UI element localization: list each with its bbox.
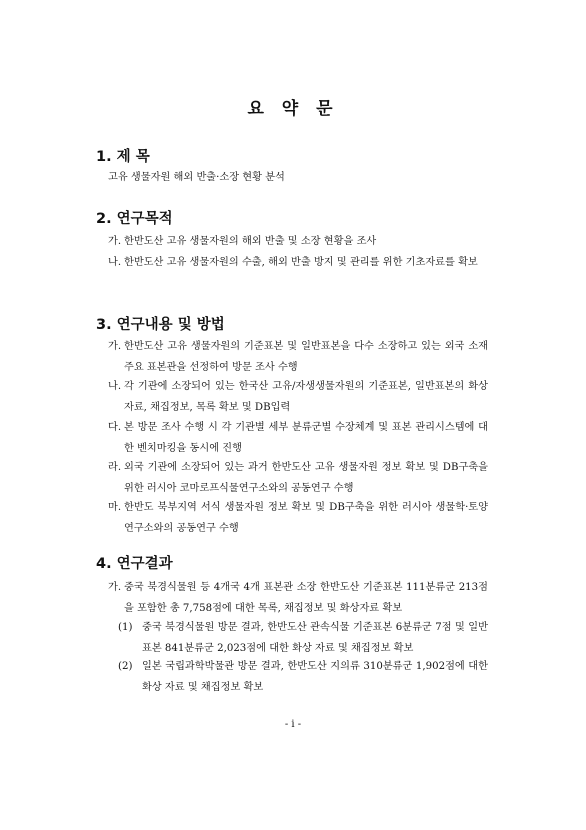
page-number: - i - xyxy=(284,719,302,730)
list-item-text: 한반도산 고유 생물자원의 해외 반출 및 소장 현황을 조사 xyxy=(124,236,377,247)
list-item-label: 나. xyxy=(108,381,122,392)
list-item-label: 마. xyxy=(108,502,122,513)
sub-list-item-label: (2) xyxy=(118,661,133,672)
list-item-text: 중국 북경식물원 등 4개국 4개 표본관 소장 한반도산 기준표본 111분류군 213점을 포함한 총 7,758점에 대한 목록, 채집정보 및 화상자료 확보 xyxy=(124,582,488,614)
list-item xyxy=(108,577,488,619)
list-item xyxy=(108,497,488,539)
list-item xyxy=(108,336,488,378)
sub-list-item-text: 일본 국립과학박물관 방문 결과, 한반도산 지의류 310분류군 1,902점에 대한 화상 자료 및 채집정보 확보 xyxy=(142,661,488,693)
list-item-label: 가. xyxy=(108,341,122,352)
section-heading-title: 1. 제 목 xyxy=(96,149,150,165)
list-item xyxy=(108,376,488,418)
list-item xyxy=(108,231,488,252)
list-item-text: 한반도 북부지역 서식 생물자원 정보 확보 및 DB구축을 위한 러시아 생물학·토양연구소와의 공동연구 수행 xyxy=(124,502,488,534)
sub-list-item xyxy=(118,617,488,659)
list-item-text: 한반도산 고유 생물자원의 기준표본 및 일반표본을 다수 소장하고 있는 외국 소재 주요 표본관을 선정하여 방문 조사 수행 xyxy=(124,341,488,373)
list-item-label: 나. xyxy=(108,257,122,268)
section-heading-methods: 3. 연구내용 및 방법 xyxy=(96,317,225,333)
list-item-label: 라. xyxy=(108,462,122,473)
list-item-label: 가. xyxy=(108,236,122,247)
list-item xyxy=(108,417,488,459)
list-item-text: 각 기관에 소장되어 있는 한국산 고유/자생생물자원의 기준표본, 일반표본의 화상자료, 채집정보, 목록 확보 및 DB입력 xyxy=(124,381,488,413)
section-text-title: 고유 생물자원 해외 반출·소장 현황 분석 xyxy=(108,172,285,183)
sub-list-item-label: (1) xyxy=(118,622,133,633)
list-item-label: 다. xyxy=(108,422,122,433)
section-heading-purpose: 2. 연구목적 xyxy=(96,211,173,227)
list-item-text: 본 방문 조사 수행 시 각 기관별 세부 분류군별 수장체계 및 표본 관리시스템에 대한 벤치마킹을 동시에 진행 xyxy=(124,422,488,454)
list-item-label: 가. xyxy=(108,582,122,593)
sub-list-item xyxy=(118,656,488,698)
list-item xyxy=(108,252,488,273)
list-item-text: 한반도산 고유 생물자원의 수출, 해외 반출 방지 및 관리를 위한 기초자료를 확보 xyxy=(124,257,478,268)
list-item-text: 외국 기관에 소장되어 있는 과거 한반도산 고유 생물자원 정보 확보 및 DB구축을 위한 러시아 코마로프식물연구소와의 공동연구 수행 xyxy=(124,462,488,494)
section-heading-results: 4. 연구결과 xyxy=(96,556,173,572)
sub-list-item-text: 중국 북경식물원 방문 결과, 한반도산 관속식물 기준표본 6분류군 7점 및 일반표본 841분류군 2,023점에 대한 화상 자료 및 채집정보 확보 xyxy=(142,622,488,654)
page-title: 요 약 문 xyxy=(247,99,339,119)
list-item xyxy=(108,457,488,499)
